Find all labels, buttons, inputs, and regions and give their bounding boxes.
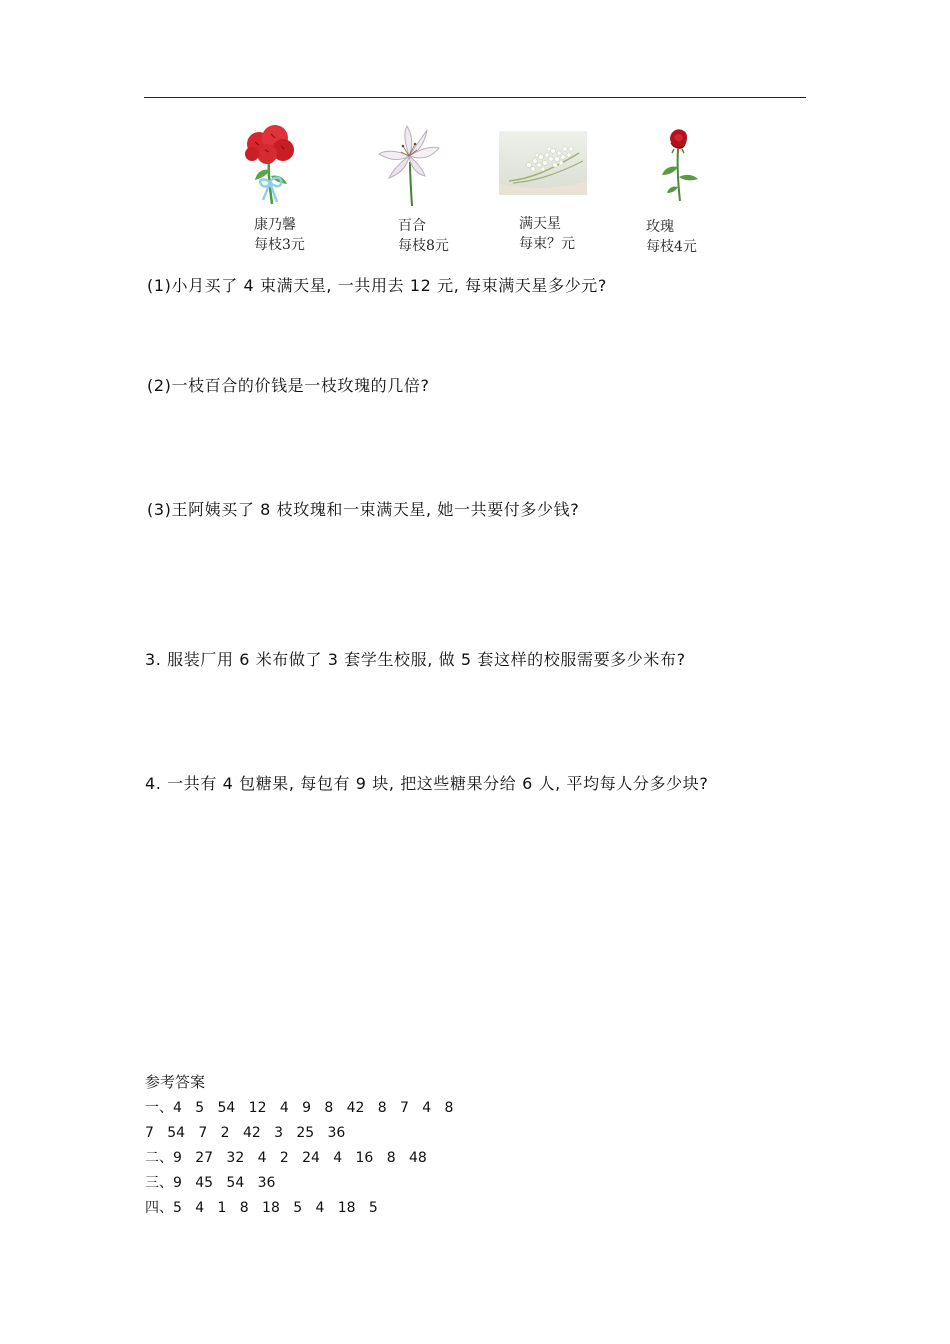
carnation-image: [243, 124, 299, 206]
flower-name: 满天星: [519, 216, 561, 232]
lily-image: [377, 124, 441, 208]
answer-line-1: 一、4 5 54 12 4 9 8 42 8 7 4 8: [145, 1100, 454, 1116]
rose-image: [656, 127, 700, 203]
babys-breath-image: [499, 131, 587, 195]
problem-4: 4. 一共有 4 包糖果, 每包有 9 块, 把这些糖果分给 6 人, 平均每人分多少块?: [145, 774, 709, 793]
answer-line-3: 二、9 27 32 4 2 24 4 16 8 48: [145, 1150, 427, 1166]
flower-label-lily: [398, 216, 449, 256]
question-1: (1)小月买了 4 束满天星, 一共用去 12 元, 每束满天星多少元?: [147, 276, 607, 295]
babys-breath-icon: [499, 131, 587, 195]
answer-line-4: 三、9 45 54 36: [145, 1175, 276, 1191]
question-3: (3)王阿姨买了 8 枝玫瑰和一束满天星, 她一共要付多少钱?: [147, 500, 580, 519]
flower-name: 康乃馨: [254, 217, 296, 233]
carnation-icon: [243, 124, 299, 206]
flower-label-carnation: [254, 215, 305, 255]
problem-3: 3. 服装厂用 6 米布做了 3 套学生校服, 做 5 套这样的校服需要多少米布?: [145, 650, 686, 669]
question-2: (2)一枝百合的价钱是一枝玫瑰的几倍?: [147, 376, 430, 395]
flower-label-rose: [646, 217, 697, 257]
flower-price: 每枝3元: [254, 237, 305, 253]
flower-name: 百合: [398, 218, 426, 234]
flower-price: 每枝4元: [646, 239, 697, 255]
flower-name: 玫瑰: [646, 219, 674, 235]
flower-label-babys-breath: [519, 214, 575, 254]
answers-title: 参考答案: [145, 1073, 206, 1091]
rose-icon: [656, 127, 700, 203]
answer-line-2: 7 54 7 2 42 3 25 36: [145, 1125, 346, 1141]
header-rule: [144, 97, 806, 98]
lily-icon: [377, 124, 441, 208]
answer-line-5: 四、5 4 1 8 18 5 4 18 5: [145, 1200, 378, 1216]
flower-price: 每束？元: [519, 236, 575, 252]
flower-price: 每枝8元: [398, 238, 449, 254]
